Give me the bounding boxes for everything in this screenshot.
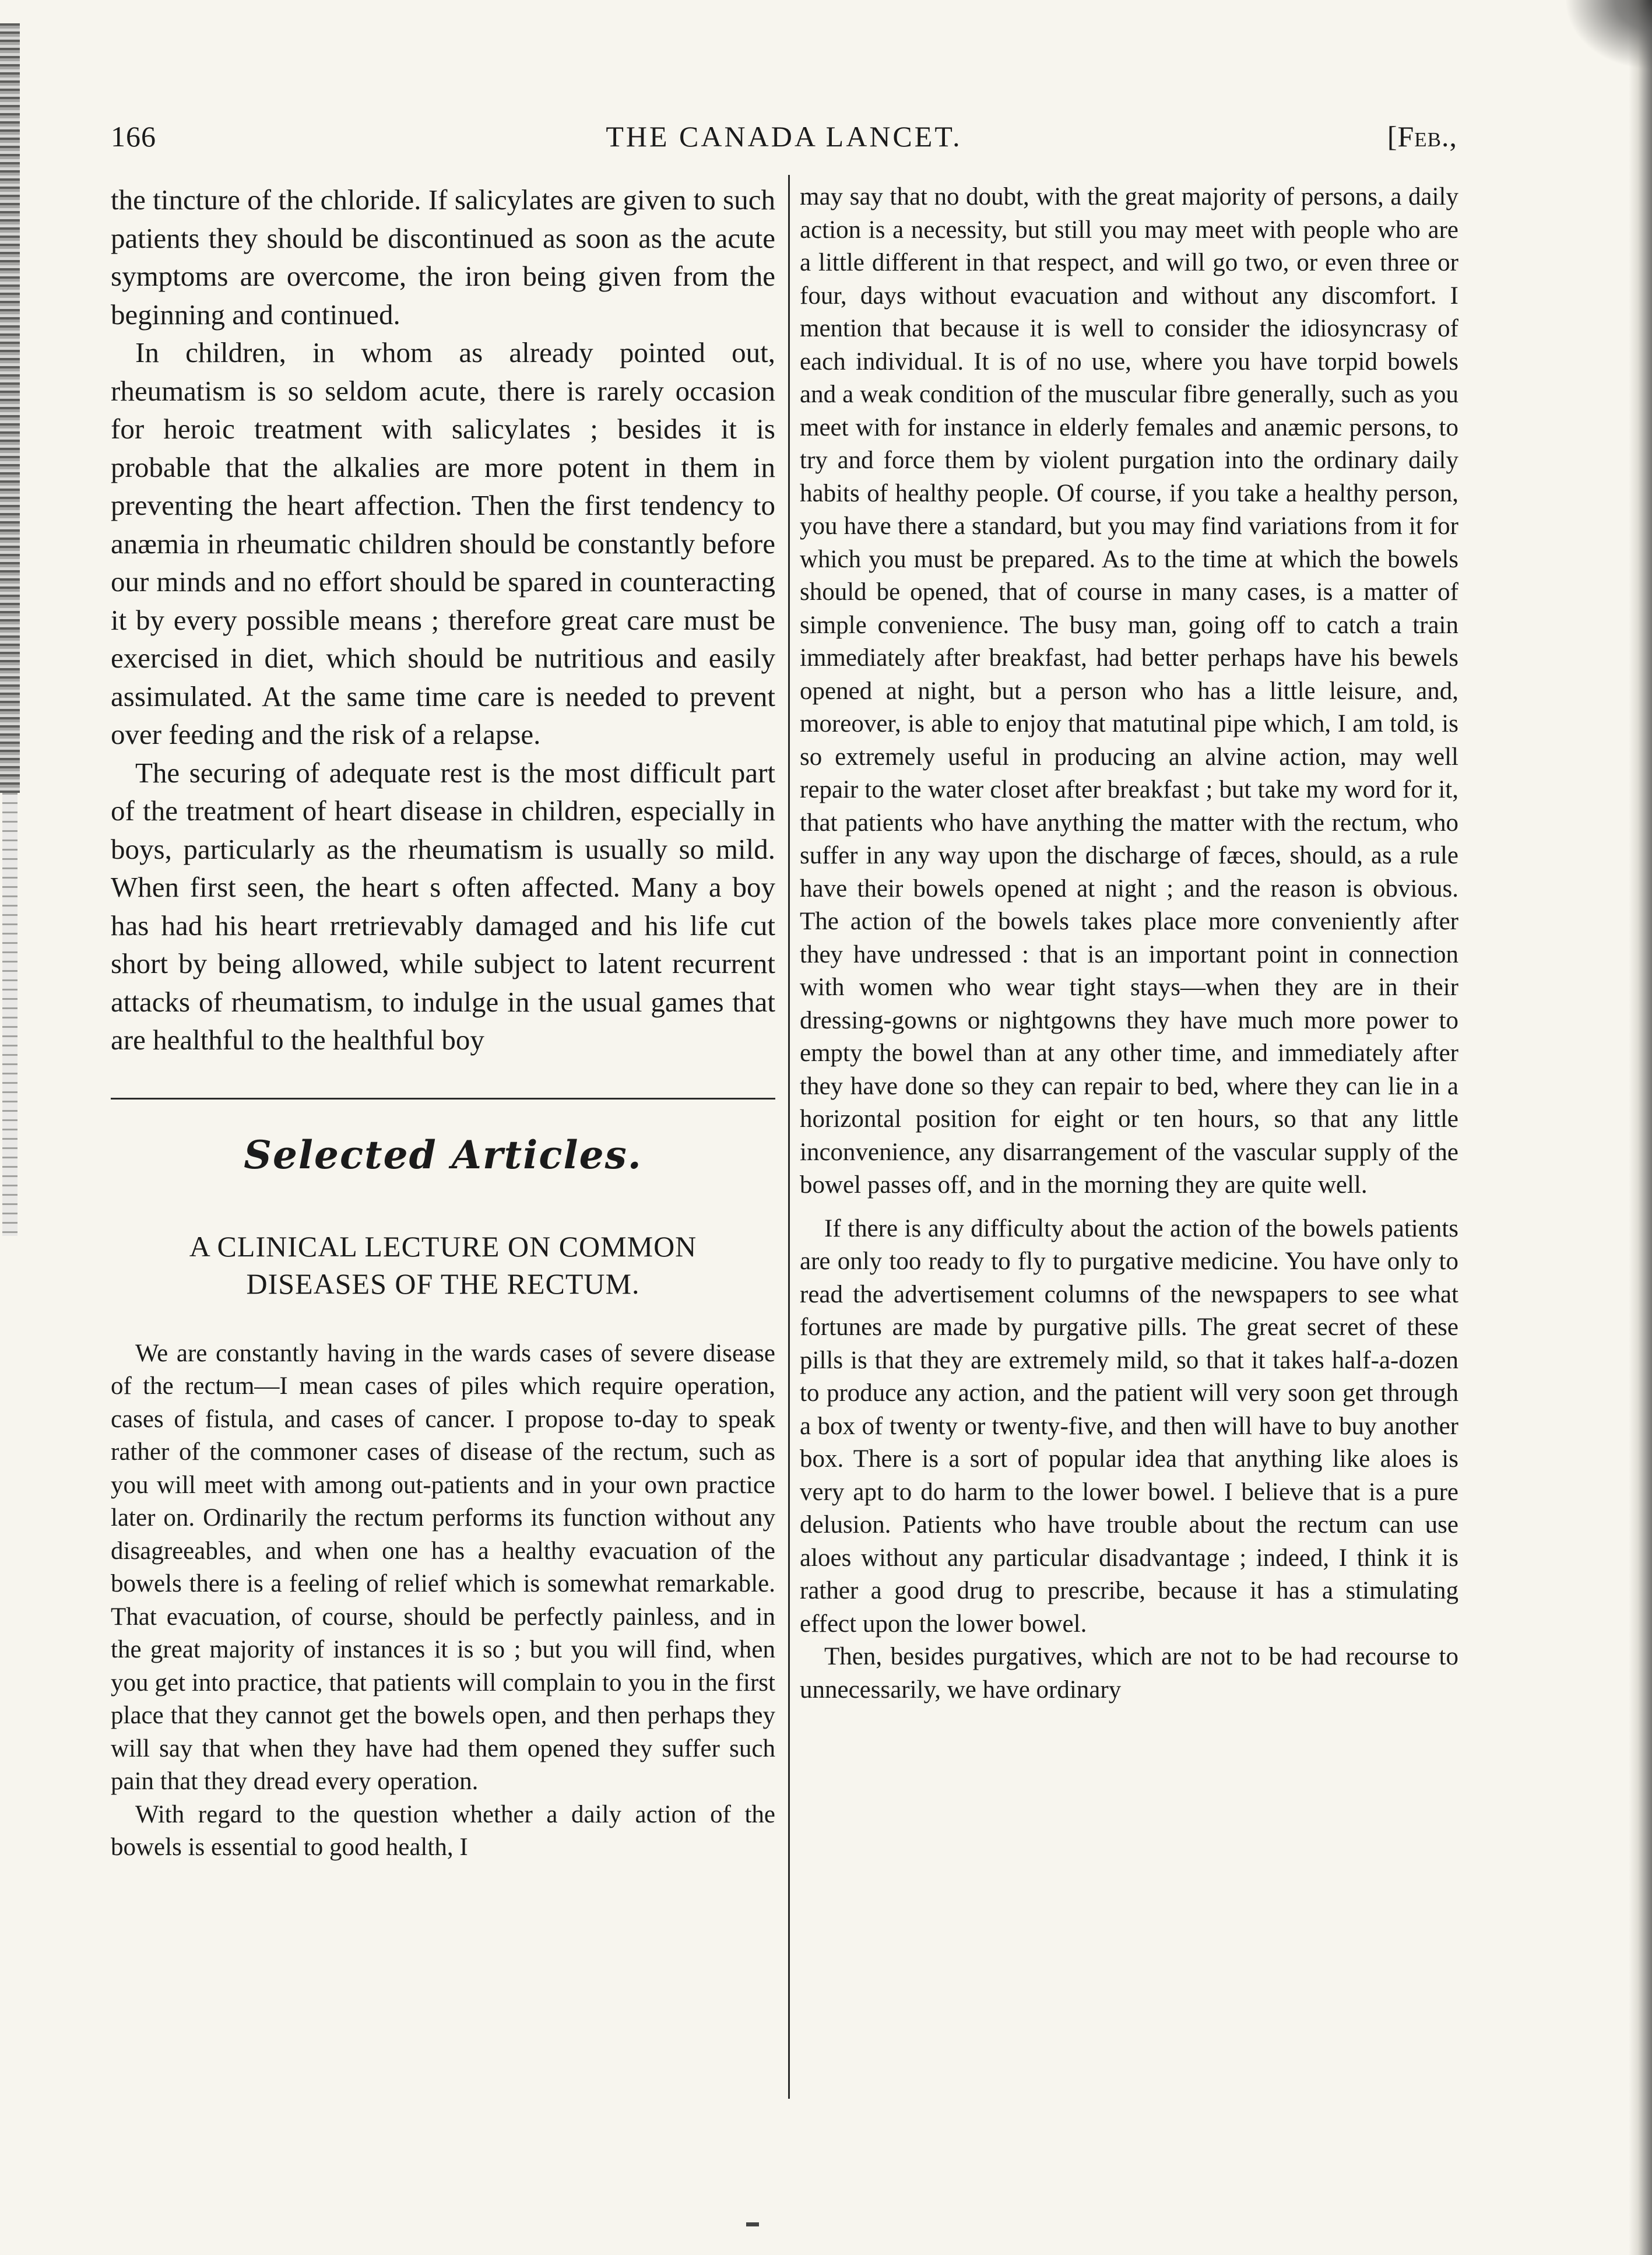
paragraph: The securing of adequate rest is the most difficult part of the treatment of heart disease in children, especially in boys, particularly as the rheumatism is usually so mild. When first seen, the heart s often affected. Many a boy has had his heart rretrievably damaged and his life cut short by being allowed, while subject to latent recurrent attacks of rheumatism, to indulge in the usual games that are healthful to the healthful boy [111,756,775,1056]
right-column [800,181,1458,1706]
scan-edge-shadow-left [0,23,20,793]
page-number: 166 [111,120,156,153]
running-header [111,120,1457,166]
print-mark [746,2222,759,2226]
month-tag: [Feb., [1387,120,1457,153]
section-heading: Selected Articles. [244,1132,642,1178]
section-divider [111,1098,775,1100]
left-column [111,181,775,1864]
paragraph: With regard to the question whether a daily action of the bowels is essential to good health, I [111,1800,775,1861]
paragraph: the tincture of the chloride. If salicylates are given to such patients they should be discontinued as soon as the acute symptoms are overcome, the iron being given from the beginning and continued. [111,184,775,331]
column-divider [788,175,790,2099]
scan-corner-shadow [1565,0,1652,70]
paragraph: Then, besides purgatives, which are not to be had recourse to unnecessarily, we have ordinary [800,1643,1458,1703]
paragraph: In children, in whom as already pointed out, rheumatism is so seldom acute, there is rarely occasion for heroic treatment with salicylates ; besides it is probable that the alkalies are more potent in them in preventing the heart affection. Then the first tendency to anæmia in rheumatic children should be constantly before our minds and no effort should be spared in counteracting it by every possible means ; therefore great care must be exercised in diet, which should be nutritious and easily assimulated. At the same time care is needed to prevent over feeding and the risk of a relapse. [111,336,775,750]
journal-title: THE CANADA LANCET. [606,120,962,153]
article-title-line: DISEASES OF THE RECTUM. [246,1267,640,1300]
paragraph: may say that no doubt, with the great majority of persons, a daily action is a necessity, but still you may meet with people who are a little different in that respect, and will go two, or even three or four, days without evacuation and without any discomfort. I mention that because it is well to consider the idiosyncrasy of each individual. It is of no use, where you have torpid bowels and a weak condition of the muscular fibre generally, such as you meet with for instance in elderly females and anæmic persons, to try and force them by violent purgation into the ordinary daily habits of healthy people. Of course, if you take a healthy person, you have there a standard, but you may find variations from it for which you must be prepared. As to the time at which the bowels should be opened, that of course in many cases, is a matter of simple convenience. The busy man, going off to catch a train immediately after breakfast, had better perhaps have his bewels opened at night, but a person who has a little leisure, and, moreover, is able to enjoy that matutinal pipe which, I am told, is so extremely useful in producing an alvine action, may well repair to the water closet after breakfast ; but take my word for it, that patients who have anything the matter with the rectum, who suffer in any way upon the discharge of fæces, should, as a rule have their bowels opened at night ; and the reason is obvious. The action of the bowels takes place more conveniently after they have undressed : that is an important point in connection with women who wear tight stays—when they are in their dressing-gowns or nightgowns they have much more power to empty the bowel than at any other time, and immediately after they have done so they can repair to bed, where they can lie in a horizontal position for eight or ten hours, so that any little inconvenience, any disarrangement of the vascular supply of the bowel passes off, and in the morning they are quite well. [800,183,1458,1199]
scan-edge-shadow-left-lower [2,793,17,1236]
paragraph: If there is any difficulty about the action of the bowels patients are only too ready to fly to purgative medicine. You have only to read the advertisement columns of the newspapers to see what fortunes are made by purgative pills. The great secret of these pills is that they are extremely mild, so that it takes half-a-dozen to produce any action, and the patient will very soon get through a box of twenty or twenty-five, and then will have to buy another box. There is a sort of popular idea that anything like aloes is very apt to do harm to the lower bowel. I believe that is a pure delusion. Patients who have trouble about the rectum can use aloes without any particular disadvantage ; indeed, I think it is rather a good drug to prescribe, because it has a stimulating effect upon the lower bowel. [800,1214,1458,1638]
paragraph: We are constantly having in the wards cases of severe disease of the rectum—I mean cases of piles which require operation, cases of fistula, and cases of cancer. I propose to-day to speak rather of the commoner cases of disease of the rectum, such as you will meet with among out-patients and in your own practice later on. Ordinarily the rectum performs its function without any disagreeables, and when one has a healthy evacuation of the bowels there is a feeling of relief which is somewhat remarkable. That evacuation, of course, should be perfectly painless, and in the great majority of instances it is so ; but you will find, when you get into practice, that patients will complain to you in the first place that they cannot get the bowels open, and then perhaps they will say that when they have had them opened they suffer such pain that they dread every operation. [111,1339,775,1795]
article-title-line: A CLINICAL LECTURE ON COMMON [189,1230,697,1263]
scan-edge-shadow-right [1629,0,1652,2255]
article-title [111,1228,775,1302]
